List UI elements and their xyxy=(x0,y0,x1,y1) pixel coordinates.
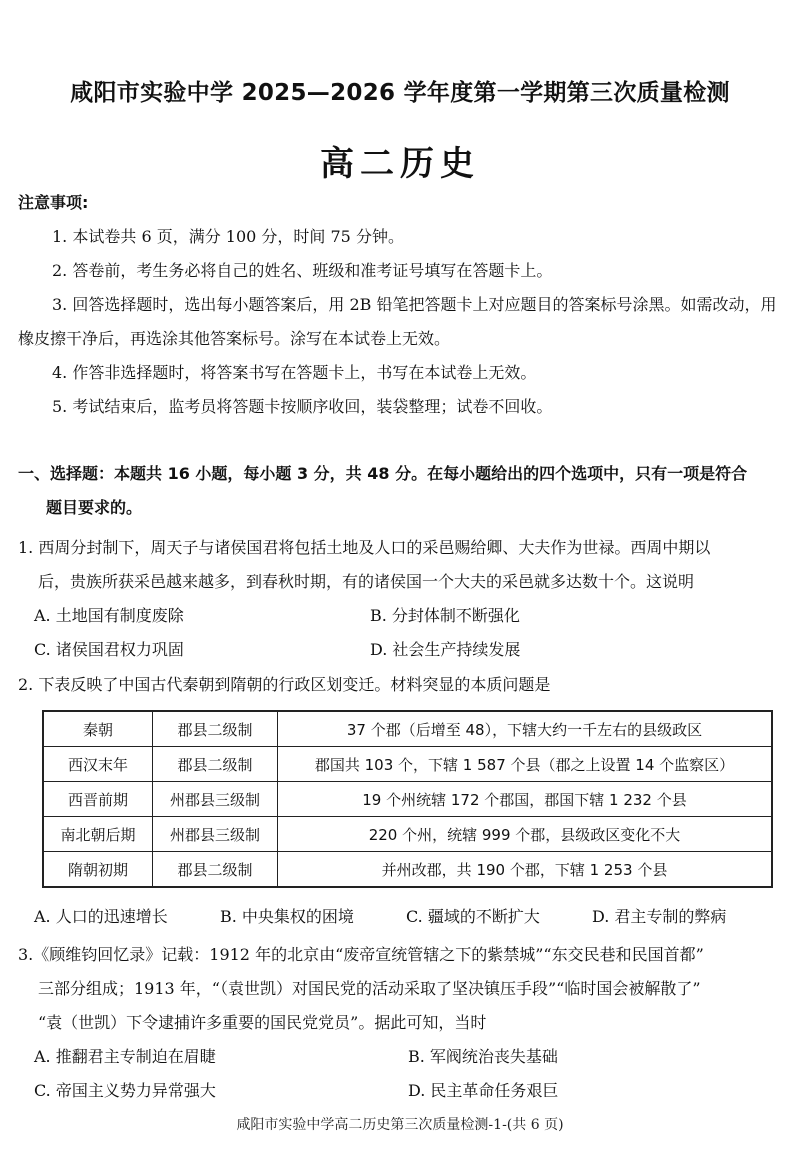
option-a[interactable]: A. 人口的迅速增长 xyxy=(34,907,168,926)
option-c[interactable]: C. 疆域的不断扩大 xyxy=(406,907,540,926)
table-cell-detail: 37 个郡（后增至 48），下辖大约一千左右的县级政区 xyxy=(278,711,773,747)
option-c[interactable]: C. 帝国主义势力异常强大 xyxy=(34,1081,216,1100)
option-a[interactable]: A. 推翻君主专制迫在眉睫 xyxy=(34,1047,216,1066)
question-2 xyxy=(18,668,788,702)
notice-item: 5. 考试结束后，监考员将答题卡按顺序收回，装袋整理；试卷不回收。 xyxy=(52,397,553,416)
table-cell-dynasty: 秦朝 xyxy=(43,711,153,747)
table-cell-system: 州郡县三级制 xyxy=(153,782,278,817)
subject-title: 高二历史 xyxy=(320,144,480,184)
notice-item: 2. 答卷前，考生务必将自己的姓名、班级和准考证号填写在答题卡上。 xyxy=(52,261,553,280)
question-2-options xyxy=(18,900,788,934)
page-footer: 咸阳市实验中学高二历史第三次质量检测-1-(共 6 页) xyxy=(236,1117,564,1133)
notice-item: 1. 本试卷共 6 页，满分 100 分，时间 75 分钟。 xyxy=(52,227,404,246)
option-d[interactable]: D. 民主革命任务艰巨 xyxy=(408,1081,559,1100)
question-3-options-row1 xyxy=(18,1040,788,1074)
notice-list xyxy=(18,220,783,424)
table-row xyxy=(43,782,772,817)
table-cell-system: 州郡县三级制 xyxy=(153,817,278,852)
question-2-stem: 2. 下表反映了中国古代秦朝到隋朝的行政区划变迁。材料突显的本质问题是 xyxy=(18,675,551,694)
option-d[interactable]: D. 君主专制的弊病 xyxy=(592,907,727,926)
table-cell-system: 郡县二级制 xyxy=(153,747,278,782)
table-row xyxy=(43,852,772,888)
table-cell-detail: 19 个州统辖 172 个郡国，郡国下辖 1 232 个县 xyxy=(278,782,773,817)
admin-division-table xyxy=(42,710,773,888)
option-b[interactable]: B. 中央集权的困境 xyxy=(220,907,354,926)
question-3-stem-line1: 3.《顾维钧回忆录》记载：1912 年的北京由“废帝宣统管辖之下的紫禁城”“东交民巷和民国首都” xyxy=(18,945,704,964)
table-cell-system: 郡县二级制 xyxy=(153,852,278,888)
option-a[interactable]: A. 土地国有制度废除 xyxy=(34,606,184,625)
table-cell-detail: 并州改郡，共 190 个郡，下辖 1 253 个县 xyxy=(278,852,773,888)
question-3 xyxy=(18,938,788,1108)
question-1-options-row1 xyxy=(18,599,788,633)
section-heading-line1: 一、选择题：本题共 16 小题，每小题 3 分，共 48 分。在每小题给出的四个选项中，只有一项是符合 xyxy=(18,464,748,483)
notice-item: 3. 回答选择题时，选出每小题答案后，用 2B 铅笔把答题卡上对应题目的答案标号涂黑。如需改动，用橡皮擦干净后，再选涂其他答案标号。涂写在本试卷上无效。 xyxy=(18,295,777,348)
section-heading-line2: 题目要求的。 xyxy=(46,498,143,517)
question-1-stem-line2: 后，贵族所获采邑越来越多，到春秋时期，有的诸侯国一个大夫的采邑就多达数十个。这说明 xyxy=(38,572,695,591)
table-cell-detail: 郡国共 103 个，下辖 1 587 个县（郡之上设置 14 个监察区） xyxy=(278,747,773,782)
option-b[interactable]: B. 军阀统治丧失基础 xyxy=(408,1047,558,1066)
question-1 xyxy=(18,531,788,667)
table-cell-dynasty: 西晋前期 xyxy=(43,782,153,817)
question-1-options-row2 xyxy=(18,633,788,667)
table-row xyxy=(43,711,772,747)
question-1-stem-line1: 1. 西周分封制下，周天子与诸侯国君将包括土地及人口的采邑赐给卿、大夫作为世禄。西周中期以 xyxy=(18,538,711,557)
section-heading xyxy=(18,457,783,525)
table-row xyxy=(43,817,772,852)
table-cell-system: 郡县二级制 xyxy=(153,711,278,747)
table-cell-dynasty: 西汉末年 xyxy=(43,747,153,782)
question-3-stem-line3: “袁（世凯）下令逮捕许多重要的国民党党员”。据此可知，当时 xyxy=(38,1013,487,1032)
table-row xyxy=(43,747,772,782)
table-cell-dynasty: 隋朝初期 xyxy=(43,852,153,888)
notice-item: 4. 作答非选择题时，将答案书写在答题卡上，书写在本试卷上无效。 xyxy=(52,363,537,382)
option-c[interactable]: C. 诸侯国君权力巩固 xyxy=(34,640,184,659)
exam-title: 咸阳市实验中学 2025—2026 学年度第一学期第三次质量检测 xyxy=(70,80,730,106)
question-3-stem-line2: 三部分组成；1913 年，“（袁世凯）对国民党的活动采取了坚决镇压手段”“临时国会被解散了” xyxy=(38,979,701,998)
option-d[interactable]: D. 社会生产持续发展 xyxy=(370,640,521,659)
question-3-options-row2 xyxy=(18,1074,788,1108)
notice-heading: 注意事项: xyxy=(18,193,89,212)
option-b[interactable]: B. 分封体制不断强化 xyxy=(370,606,520,625)
question-2-options-row xyxy=(18,900,788,934)
table-cell-dynasty: 南北朝后期 xyxy=(43,817,153,852)
table-cell-detail: 220 个州，统辖 999 个郡，县级政区变化不大 xyxy=(278,817,773,852)
